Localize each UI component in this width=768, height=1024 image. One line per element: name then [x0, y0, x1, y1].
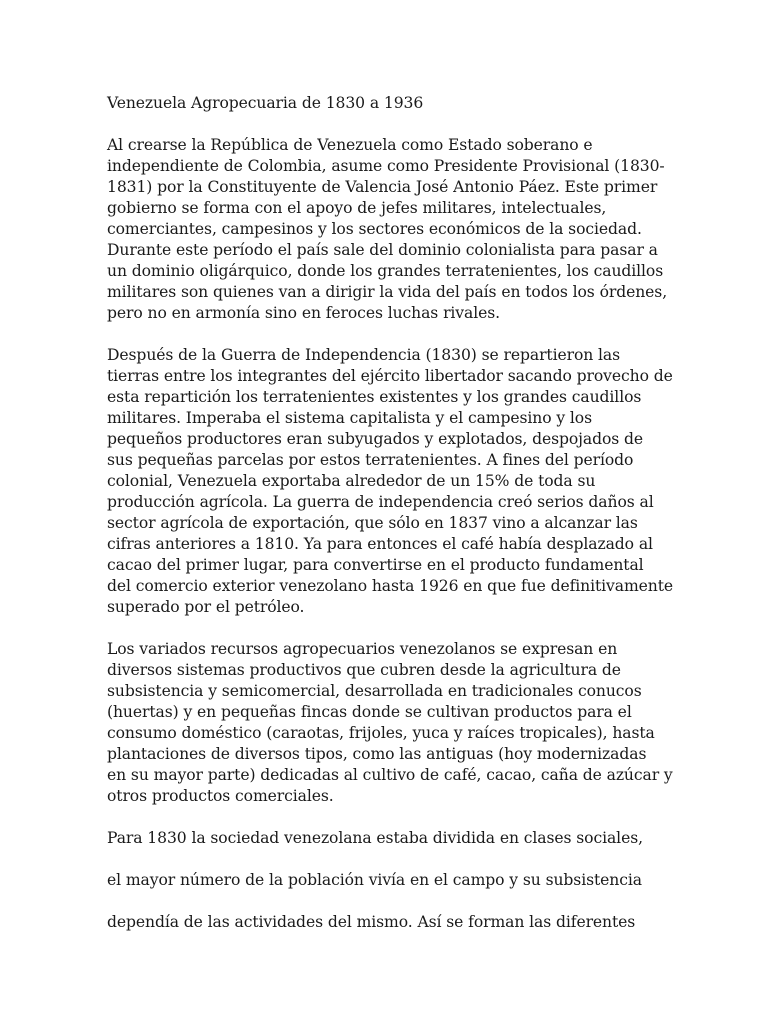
- text-line: dependía de las actividades del mismo. Así se forman las diferentes: [107, 913, 636, 931]
- paragraph-land-distribution: Después de la Guerra de Independencia (1830) se repartieron las tierras entre los integrantes del ejército libertador sacando provecho de esta repartición los terratenientes existentes y los grandes caudillos militares. Imperaba el sistema capitalista y el campesino y los pequeños productores eran subyugados y explotados, despojados de sus pequeñas parcelas por estos terratenientes. A fines del período colonial, Venezuela exportaba alrededor de un 15% de toda su producción agrícola. La guerra de independencia creó serios daños al sector agrícola de exportación, que sólo en 1837 vino a alcanzar las cifras anteriores a 1810. Ya para entonces el café había desplazado al cacao del primer lugar, para convertirse en el producto fundamental del comercio exterior venezolano hasta 1926 en que fue definitivamente superado por el petróleo.: [107, 346, 674, 616]
- text-line: Para 1830 la sociedad venezolana estaba dividida en clases sociales,: [107, 829, 643, 847]
- paragraph-agricultural-resources: Los variados recursos agropecuarios venezolanos se expresan en diversos sistemas productivos que cubren desde la agricultura de subsistencia y semicomercial, desarrollada en tradicionales conucos (huertas) y en pequeñas fincas donde se cultivan productos para el consumo doméstico (caraotas, frijoles, yuca y raíces tropicales), hasta plantaciones de diversos tipos, como las antiguas (hoy modernizadas en su mayor parte) dedicadas al cultivo de café, cacao, caña de azúcar y otros productos comerciales.: [107, 640, 673, 805]
- document-title: Venezuela Agropecuaria de 1830 a 1936: [107, 94, 424, 112]
- text-line: el mayor número de la población vivía en el campo y su subsistencia: [107, 871, 642, 889]
- document-body: [107, 93, 697, 954]
- paragraph-independence: Al crearse la República de Venezuela como Estado soberano e independiente de Colombia, asume como Presidente Provisional (1830- 1831) por la Constituyente de Valencia José Antonio Páez. Este primer gobierno se forma con el apoyo de jefes militares, intelectuales, comerciantes, campesinos y los sectores económicos de la sociedad. Durante este período el país sale del dominio colonialista para pasar a un dominio oligárquico, donde los grandes terratenientes, los caudillos militares son quienes van a dirigir la vida del país en todos los órdenes, pero no en armonía sino en feroces luchas rivales.: [107, 136, 668, 322]
